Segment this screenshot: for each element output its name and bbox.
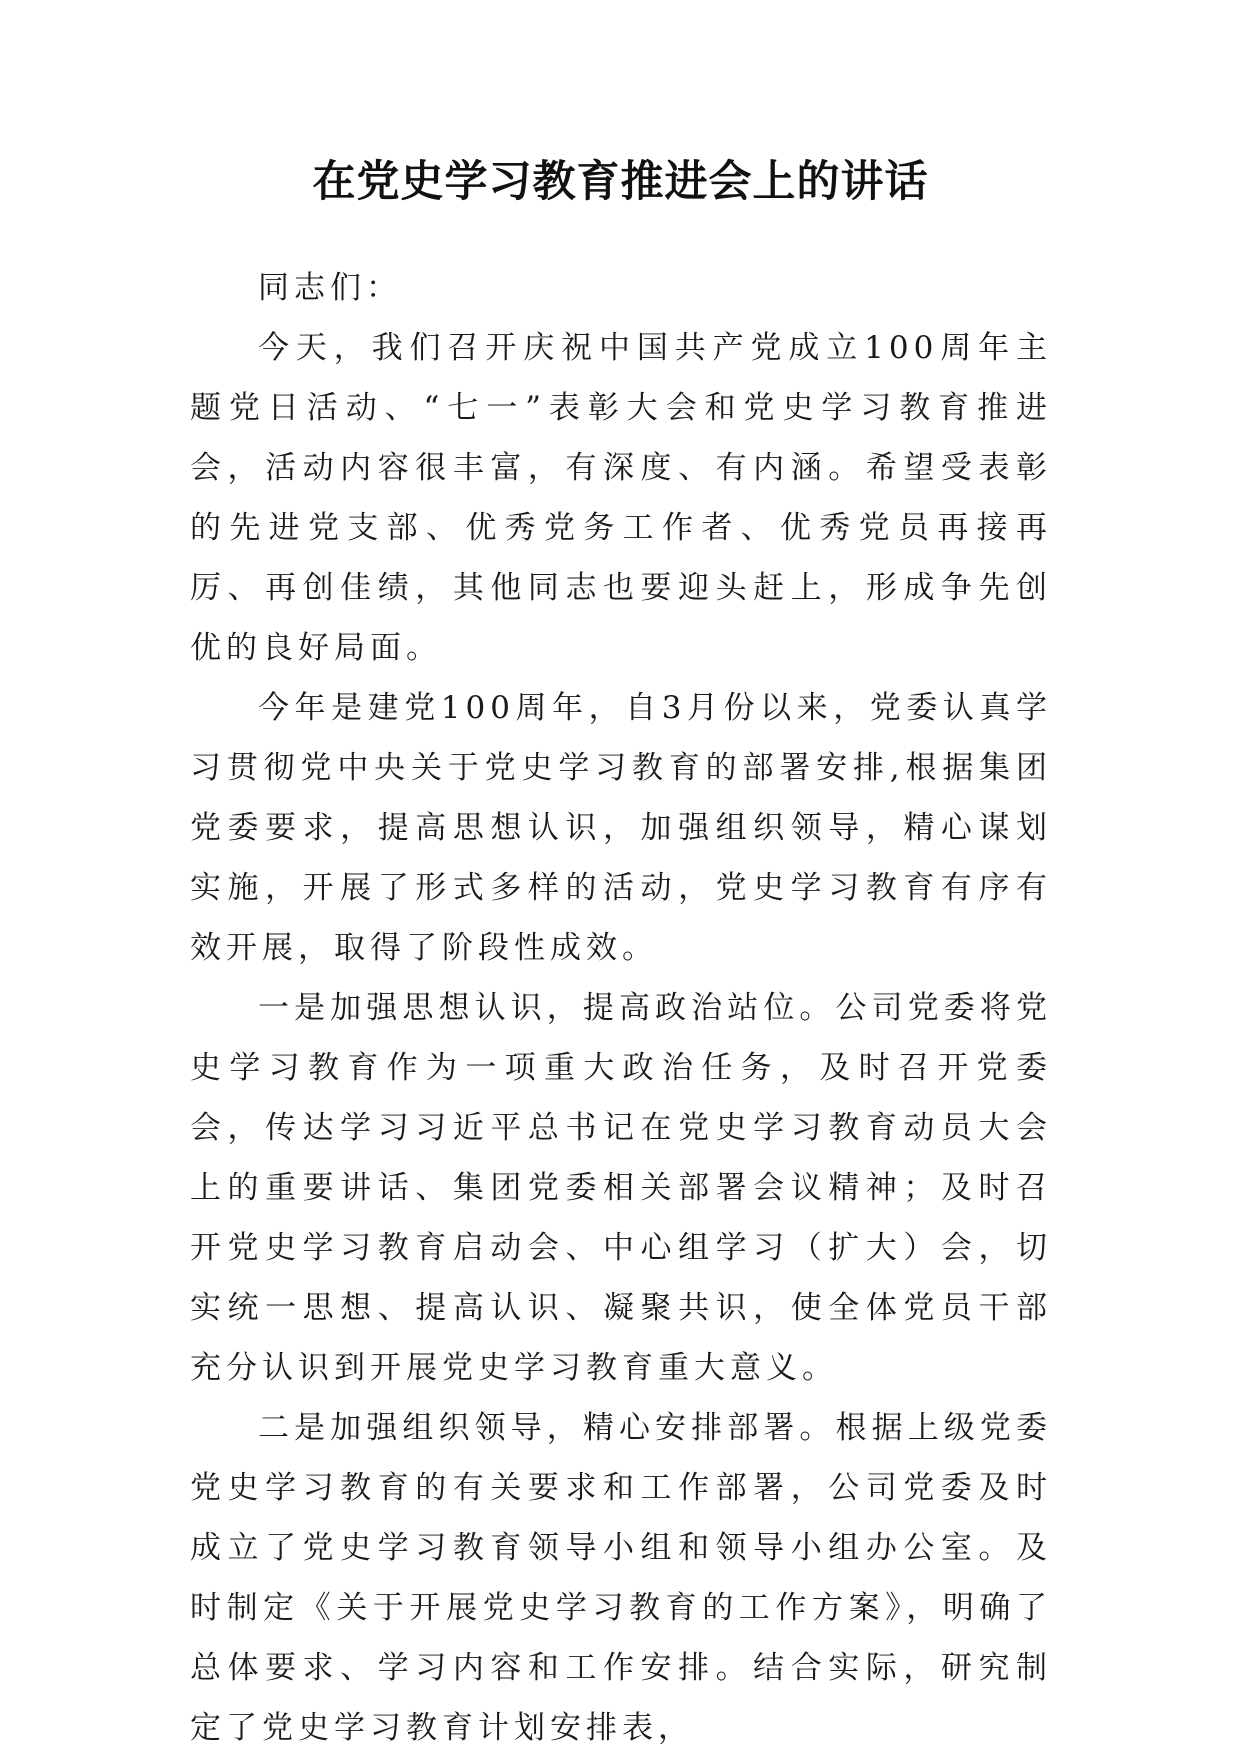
paragraph-3: 一是加强思想认识，提高政治站位。公司党委将党史学习教育作为一项重大政治任务，及时召开党委会，传达学习习近平总书记在党史学习教育动员大会上的重要讲话、集团党委相关部署会议精神；及时召开党史学习教育启动会、中心组学习（扩大）会，切实统一思想、提高认识、凝聚共识，使全体党员干部充分认识到开展党史学习教育重大意义。 (190, 990, 1052, 1386)
paragraph-2: 今年是建党100周年，自3月份以来，党委认真学习贯彻党中央关于党史学习教育的部署安排,根据集团党委要求，提高思想认识，加强组织领导，精心谋划实施，开展了形式多样的活动，党史学习教育有序有效开展，取得了阶段性成效。 (190, 690, 1052, 966)
document-body (190, 258, 1052, 1758)
document-title: 在党史学习教育推进会上的讲话 (312, 157, 929, 207)
paragraph-4: 二是加强组织领导，精心安排部署。根据上级党委党史学习教育的有关要求和工作部署，公司党委及时成立了党史学习教育领导小组和领导小组办公室。及时制定《关于开展党史学习教育的工作方案》，明确了总体要求、学习内容和工作安排。结合实际，研究制定了党史学习教育计划安排表， (190, 1410, 1052, 1746)
paragraph-1: 今天，我们召开庆祝中国共产党成立100周年主题党日活动、“七一”表彰大会和党史学习教育推进会，活动内容很丰富，有深度、有内涵。希望受表彰的先进党支部、优秀党务工作者、优秀党员再接再厉、再创佳绩，其他同志也要迎头赶上，形成争先创优的良好局面。 (190, 330, 1052, 666)
salutation: 同志们： (258, 270, 402, 306)
